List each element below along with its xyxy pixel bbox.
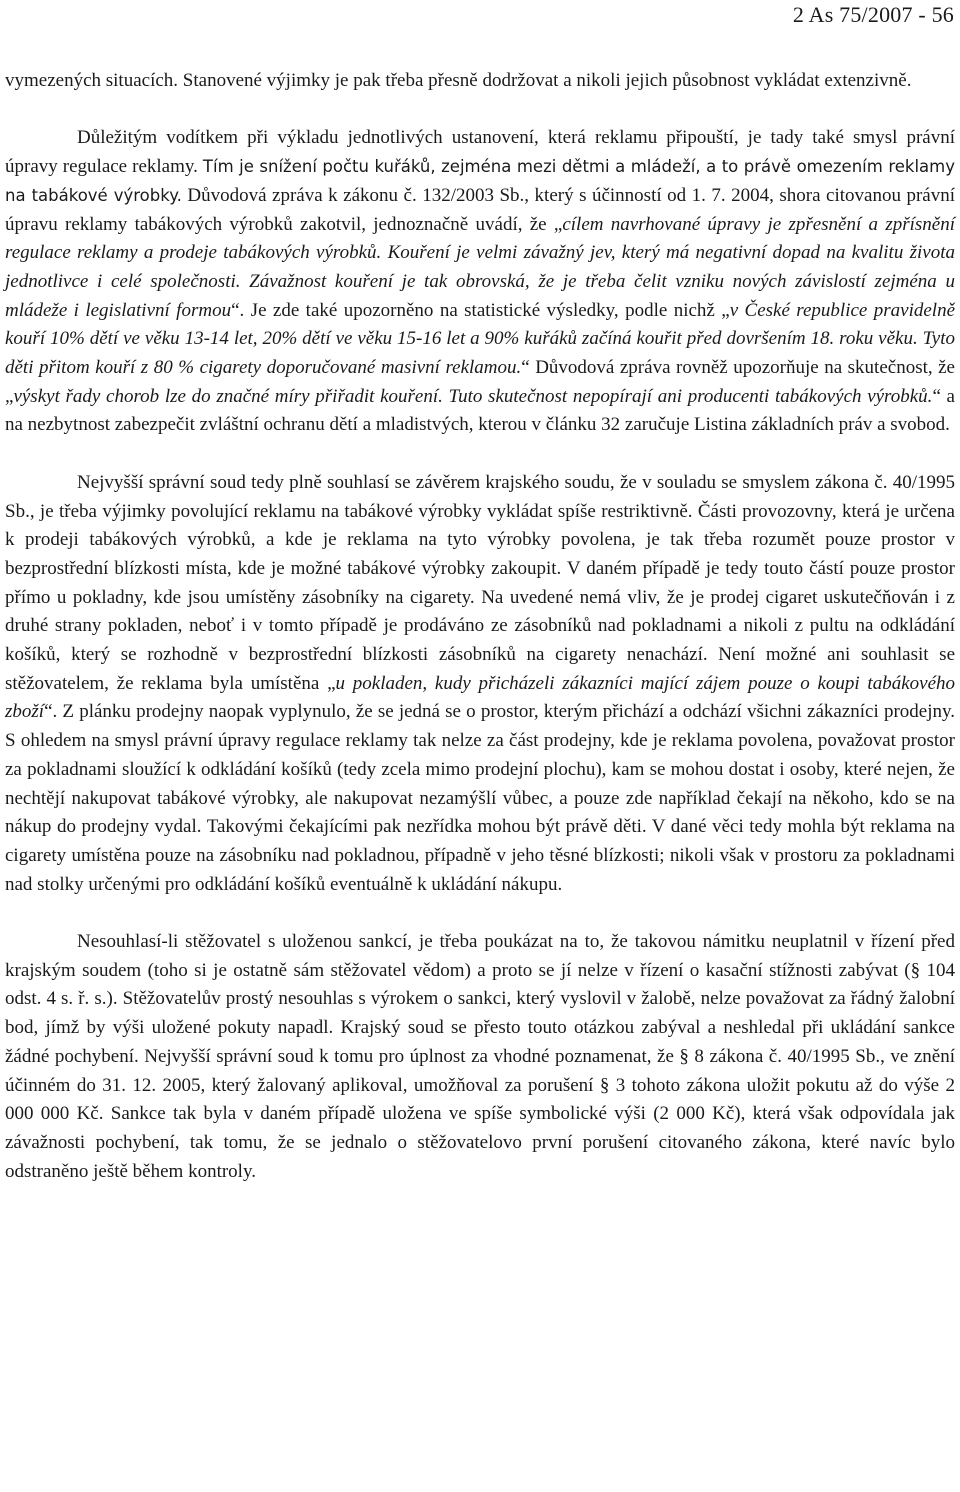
paragraph-spacer — [5, 440, 955, 469]
purpose-statement: Tím je snížení počtu kuřáků, zejména mezi dětmi a mládeží, a to právě omezením reklamy na tabákové výrobky. — [5, 157, 955, 205]
paragraph-text: vymezených situacích. Stanovené výjimky je pak třeba přesně dodržovat a nikoli jejich působnost vykládat extenzivně. — [5, 70, 912, 91]
quotation: v České republice pravidelně kouří 10% dětí ve věku 13-14 let, 20% dětí ve věku 15-16 let a 90% kuřáků začíná kouřit před dovršením 18. roku věku. Tyto děti přitom kouří z 80 % cigarety doporučované masivní reklamou. — [5, 299, 955, 379]
paragraph-text: “. Je zde také upozorněno na statistické výsledky, podle nichž „ — [231, 299, 730, 321]
paragraph-text: Nejvyšší správní soud tedy plně souhlasí se závěrem krajského soudu, že v souladu se smyslem zákona č. 40/1995 Sb., je třeba výjimky povolující reklamu na tabákové výrobky vykládat spíše restriktivně. Části provozovny, která je určena k prodeji tabákových výrobků, a kde je reklama na tyto výrobky povolena, je tak třeba rozumět pouze prostor v bezprostřední blízkosti místa, kde je možné tabákové výrobky zakoupit. V daném případě je tedy touto částí pouze prostor přímo u pokladny, kde jsou umístěny zásobníky na cigarety. Na uvedené nemá vliv, že je prodej cigaret uskutečňován i z druhé strany pokladen, neboť i v tomto případě je prodáváno ze zásobníků nad pokladnami a nikoli z pultu na odkládání košíků, který se rozhodně v bezprostřední blízkosti zásobníků na cigarety nenachází. Není možné ani souhlasit se stěžovatelem, že reklama byla umístěna „ — [5, 471, 955, 694]
case-reference: 2 As 75/2007 - 56 — [792, 2, 954, 27]
paragraph-court-agreement — [5, 469, 955, 900]
paragraph-spacer — [5, 899, 955, 928]
paragraph-text: Nesouhlasí-li stěžovatel s uloženou sankcí, je třeba poukázat na to, že takovou námitku neuplatnil v řízení před krajským soudem (toho si je ostatně sám stěžovatel vědom) a proto se jí nelze v řízení o kasační stížnosti zabývat (§ 104 odst. 4 s. ř. s.). Stěžovatelův prostý nesouhlas s výrokem o sankci, který vyslovil v žalobě, nelze považovat za řádný žalobní bod, jímž by výši uložené pokuty napadl. Krajský soud se přesto touto otázkou zabýval a neshledal při ukládání sankce žádné pochybení. Nejvyšší správní soud k tomu pro úplnost za vhodné poznamenat, že § 8 zákona č. 40/1995 Sb., ve znění účinném do 31. 12. 2005, který žalovaný aplikoval, umožňoval za porušení § 3 tohoto zákona uložit pokutu až do výše 2 000 000 Kč. Sankce tak byla v daném případě uložena ve spíše symbolické výši (2 000 Kč), která však odpovídala jak závažnosti pochybení, tak tomu, že se jednalo o stěžovatelovo první porušení citovaného zákona, které navíc bylo odstraněno ještě během kontroly. — [5, 931, 955, 1182]
paragraph-text: “ a na nezbytnost zabezpečit zvláštní ochranu dětí a mladistvých, kterou v článku 32 zaručuje Listina základních práv a svobod. — [5, 385, 955, 436]
paragraph-text: Důvodová zpráva k zákonu č. 132/2003 Sb., který s účinností od 1. 7. 2004, shora citovanou právní úpravu reklamy tabákových výrobků zakotvil, jednoznačně uvádí, že „ — [5, 184, 955, 235]
paragraph-spacer — [5, 96, 955, 125]
quotation: cílem navrhované úpravy je zpřesnění a zpřísnění regulace reklamy a prodeje tabákových výrobků. Kouření je velmi závažný jev, který má negativní dopad na kvalitu života jednotlivce i celé společnosti. Závažnost kouření je tak obrovská, že je třeba čelit vzniku nových závislostí zejména u mládeže i legislativní formou — [5, 213, 956, 321]
document-body — [5, 67, 955, 1186]
paragraph-continuation — [5, 67, 955, 96]
paragraph-sanction — [5, 928, 955, 1186]
quotation: u pokladen, kudy přicházeli zákazníci mající zájem pouze o koupi tabákového zboží — [5, 672, 955, 723]
paragraph-text: Důležitým vodítkem při výkladu jednotlivých ustanovení, která reklamu připouští, je tady také smysl právní úpravy regulace reklamy. — [5, 127, 955, 178]
paragraph-text: “ Důvodová zpráva rovněž upozorňuje na skutečnost, že „ — [5, 357, 955, 407]
paragraph-legislative-purpose — [5, 124, 955, 440]
paragraph-text: “. Z plánku prodejny naopak vyplynulo, že se jedná se o prostor, kterým přichází a odchází všichni zákazníci prodejny. S ohledem na smysl právní úpravy regulace reklamy tak nelze za část prodejny, kde je reklama povolena, považovat prostor za pokladnami sloužící k odkládání košíků (tedy zcela mimo prodejní plochu), kam se mohou dostat i osoby, které nejen, že nechtějí nakupovat tabákové výrobky, ale nakupovat nezamýšlí vůbec, a pouze zde například čekají na někoho, kdo se na nákup do prodejny vydal. Takovými čekajícími pak nezřídka mohou být právě děti. V dané věci tedy mohla být reklama na cigarety umístěna pouze na zásobníku nad pokladnou, případně v jeho těsné blízkosti; nikoli však v prostoru za pokladnami nad stolky určenými pro odkládání košíků eventuálně k ukládání nákupu. — [5, 701, 955, 895]
quotation: výskyt řady chorob lze do značné míry přiřadit kouření. Tuto skutečnost nepopírají ani producenti tabákových výrobků. — [13, 385, 933, 407]
